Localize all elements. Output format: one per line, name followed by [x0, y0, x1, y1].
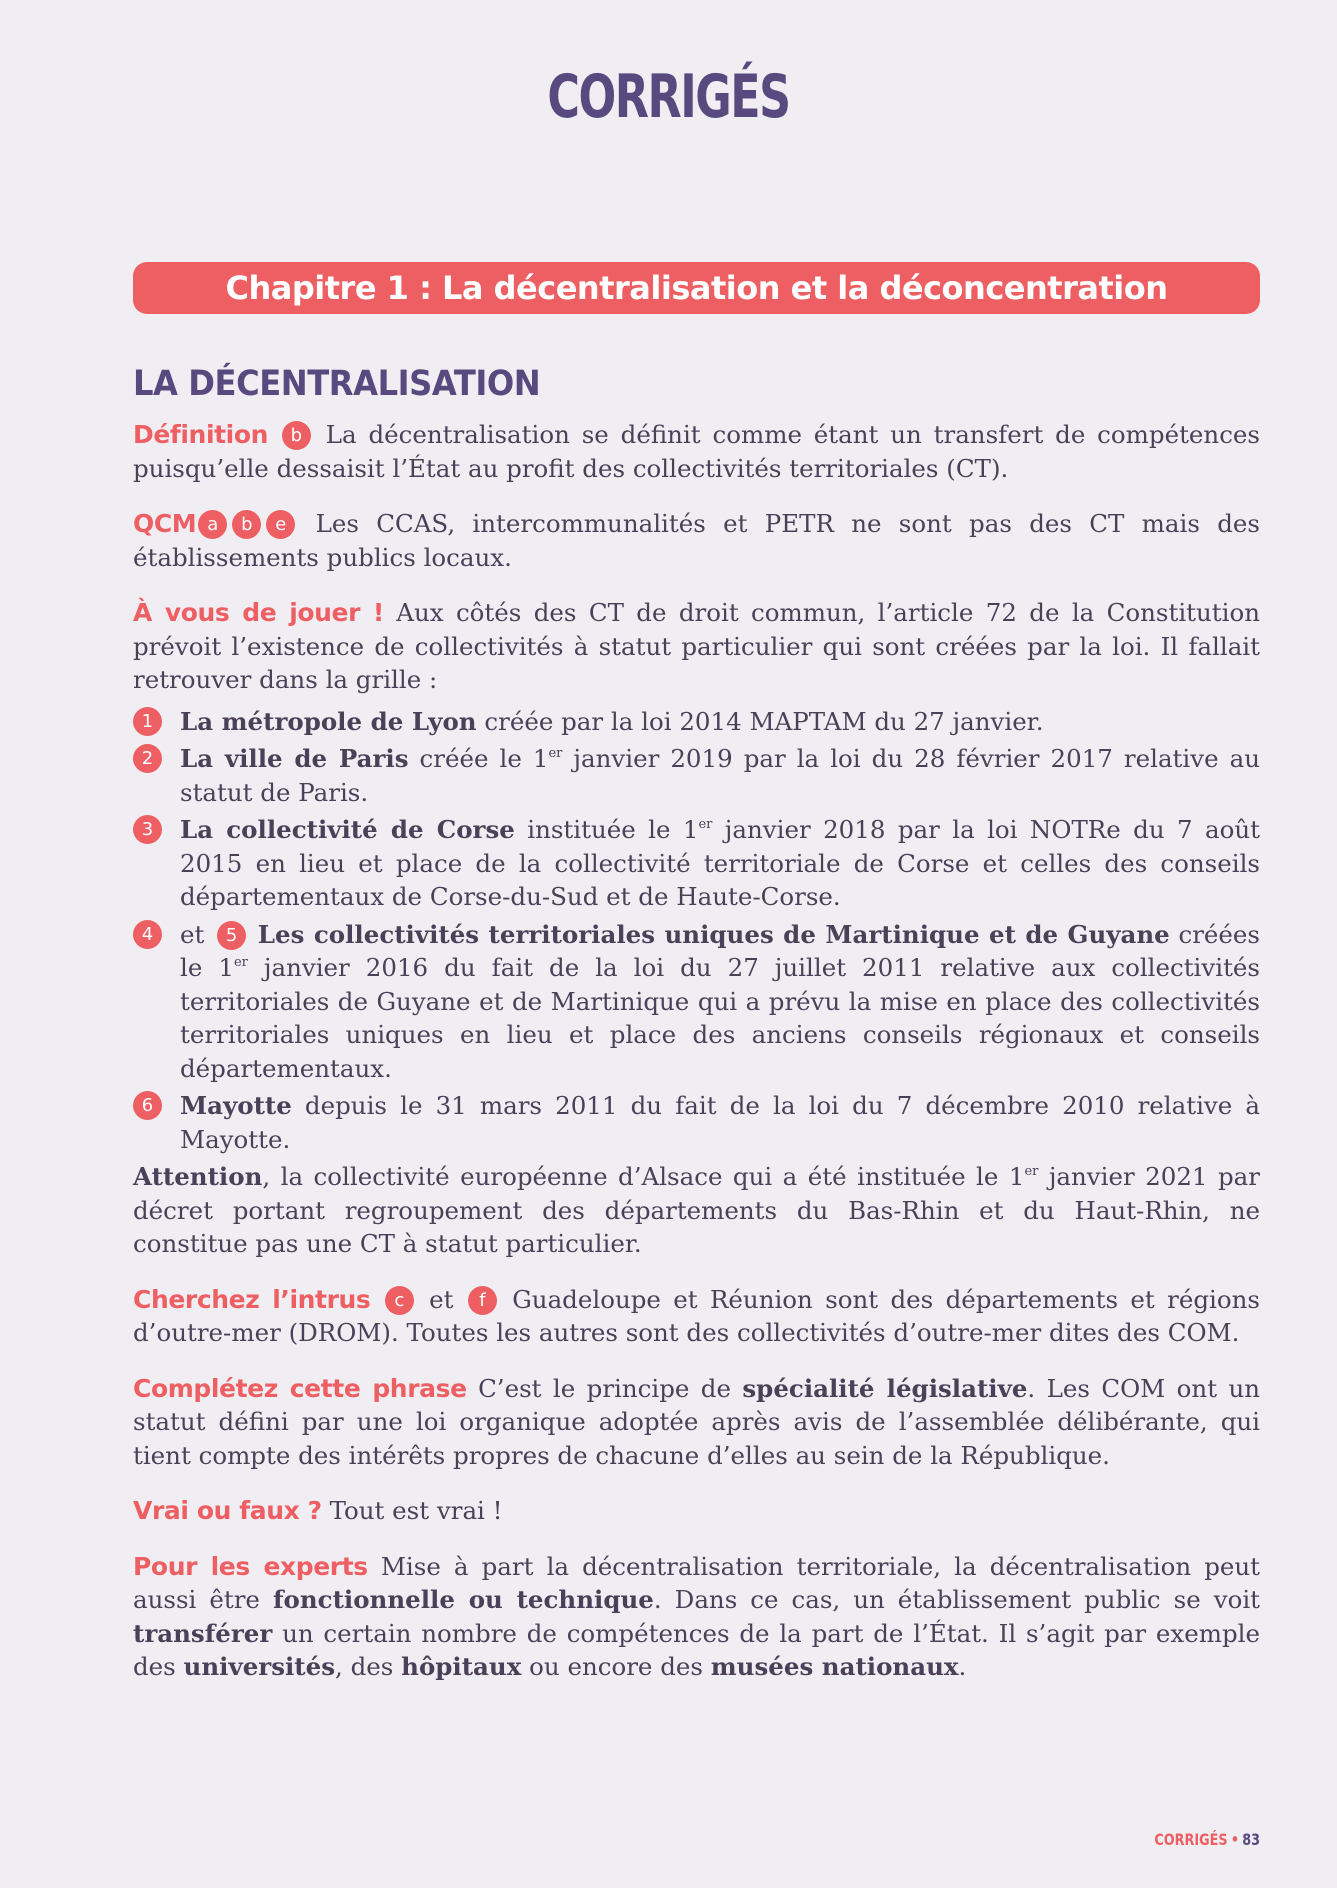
item-text: janvier 2016 du fait de la loi du 27 juillet 2011 relative aux collectivités territoriales de Guyane et de Martinique qui a prévu la mise en place des collectivités territoriales uniques en lieu et place des anciens conseils régionaux et conseils départementaux.: [180, 953, 1260, 1083]
definition-paragraph: [133, 418, 1260, 485]
vrai-paragraph: [133, 1494, 1260, 1528]
a-vous-text: Aux côtés des CT de droit commun, l’article 72 de la Constitution prévoit l’existence de collectivités à statut particulier qui sont créées par la loi. Il fallait retrouver dans la grille :: [133, 598, 1260, 694]
collectivites-list: [133, 705, 1260, 1157]
definition-text: La décentralisation se définit comme étant un transfert de compétences puisqu’elle dessaisit l’État au profit des collectivités territoriales (CT).: [133, 420, 1260, 483]
superscript: er: [698, 817, 713, 832]
completez-text: . Les COM ont un statut défini par une loi organique adoptée après avis de l’assemblée délibérante, qui tient compte des intérêts propres de chacune d’elles au sein de la République.: [133, 1373, 1261, 1470]
number-badge: 5: [217, 921, 246, 950]
answer-badge: a: [198, 510, 227, 539]
attention-text: , la collectivité européenne d’Alsace qui a été instituée le 1: [262, 1162, 1025, 1191]
item-text: janvier 2019 par la loi du 28 février 2017 relative au statut de Paris.: [180, 744, 1260, 807]
experts-bold: fonctionnelle ou technique: [272, 1585, 654, 1614]
experts-text: . Dans ce cas, un établissement public se voit: [653, 1585, 1261, 1614]
answer-badge: e: [266, 510, 295, 539]
experts-text: .: [958, 1652, 967, 1681]
experts-text: un certain nombre de compétences de la part de l’État. Il s’agit par exemple des: [133, 1618, 1260, 1681]
list-item: [133, 742, 1260, 809]
experts-label: Pour les experts: [133, 1551, 368, 1581]
a-vous-paragraph: [133, 596, 1260, 697]
qcm-label: QCM: [133, 509, 197, 538]
chapter-title: Chapitre 1 : La décentralisation et la déconcentration: [225, 269, 1168, 307]
experts-text: Mise à part la décentralisation territoriale, la décentralisation peut aussi être: [133, 1551, 1260, 1614]
experts-bold: transférer: [133, 1618, 273, 1648]
attention-label: Attention: [133, 1162, 263, 1191]
item-bold: La collectivité de Corse: [180, 815, 515, 844]
experts-bold: musées nationaux: [710, 1652, 959, 1681]
page-footer: [1154, 1830, 1260, 1849]
answer-badge: b: [282, 421, 311, 450]
section-heading: LA DÉCENTRALISATION: [133, 364, 541, 404]
experts-text: , des: [335, 1652, 402, 1681]
attention-paragraph: [133, 1160, 1260, 1261]
intrus-text: Guadeloupe et Réunion sont des départements et régions d’outre-mer (DROM). Toutes les autres sont des collectivités d’outre-mer dites des COM.: [133, 1284, 1260, 1347]
page-number: 83: [1242, 1830, 1260, 1849]
answer-badge: f: [468, 1286, 497, 1315]
number-badge: 1: [133, 707, 162, 736]
number-badge: 3: [133, 815, 162, 844]
item-bold: Les collectivités territoriales uniques de Martinique et de Guyane: [257, 919, 1170, 949]
footer-label: CORRIGÉS: [1154, 1830, 1228, 1849]
qcm-paragraph: [133, 507, 1260, 574]
item-text: depuis le 31 mars 2011 du fait de la loi du 7 décembre 2010 relative à Mayotte.: [180, 1091, 1260, 1154]
list-item: [133, 705, 1260, 739]
completez-paragraph: [133, 1372, 1260, 1473]
intrus-paragraph: [133, 1283, 1260, 1350]
list-item: [133, 813, 1260, 914]
intrus-and: et: [429, 1284, 454, 1314]
a-vous-label: À vous de jouer !: [133, 598, 384, 627]
number-badge: 4: [133, 920, 162, 949]
experts-paragraph: [133, 1550, 1260, 1684]
page-content: [133, 362, 1260, 1706]
number-badge: 2: [133, 744, 162, 773]
qcm-text: Les CCAS, intercommunalités et PETR ne sont pas des CT mais des établissements publics locaux.: [133, 509, 1260, 572]
completez-text: C’est le principe de: [478, 1373, 743, 1403]
item-text: créée le 1: [408, 744, 549, 773]
vrai-text: Tout est vrai !: [329, 1496, 503, 1525]
page-title: CORRIGÉS: [547, 62, 790, 132]
completez-label: Complétez cette phrase: [133, 1373, 467, 1403]
item-text: janvier 2018 par la loi NOTRe du 7 août 2015 en lieu et place de la collectivité territoriale de Corse et celles des conseils départementaux de Corse-du-Sud et de Haute-Corse.: [180, 815, 1260, 911]
item-text: créées le 1: [180, 919, 1260, 982]
attention-text: janvier 2021 par décret portant regroupement des départements du Bas-Rhin et du Haut-Rhin, ne constitue pas une CT à statut particulier.: [133, 1162, 1260, 1258]
number-badge: 6: [133, 1091, 162, 1120]
completez-bold: spécialité législative: [742, 1373, 1028, 1403]
definition-label: Définition: [133, 420, 269, 449]
answer-badge: c: [385, 1286, 414, 1315]
superscript: er: [548, 746, 563, 761]
item-bold: La ville de Paris: [180, 744, 409, 773]
experts-text: ou encore des: [521, 1652, 711, 1681]
item-and: et: [180, 919, 205, 949]
vrai-label: Vrai ou faux ?: [133, 1496, 322, 1525]
experts-bold: hôpitaux: [401, 1652, 522, 1681]
item-bold: Mayotte: [180, 1091, 292, 1120]
superscript: er: [233, 955, 248, 970]
list-item: [133, 1089, 1260, 1156]
superscript: er: [1024, 1164, 1039, 1179]
footer-bullet: •: [1230, 1830, 1239, 1849]
chapter-banner: [133, 262, 1260, 314]
experts-bold: universités: [183, 1652, 336, 1681]
answer-badge: b: [232, 510, 261, 539]
list-item: [133, 918, 1260, 1086]
item-bold: La métropole de Lyon: [180, 706, 477, 736]
item-text: créée par la loi 2014 MAPTAM du 27 janvier.: [476, 706, 1044, 736]
intrus-label: Cherchez l’intrus: [133, 1284, 371, 1314]
item-text: instituée le 1: [514, 815, 699, 844]
